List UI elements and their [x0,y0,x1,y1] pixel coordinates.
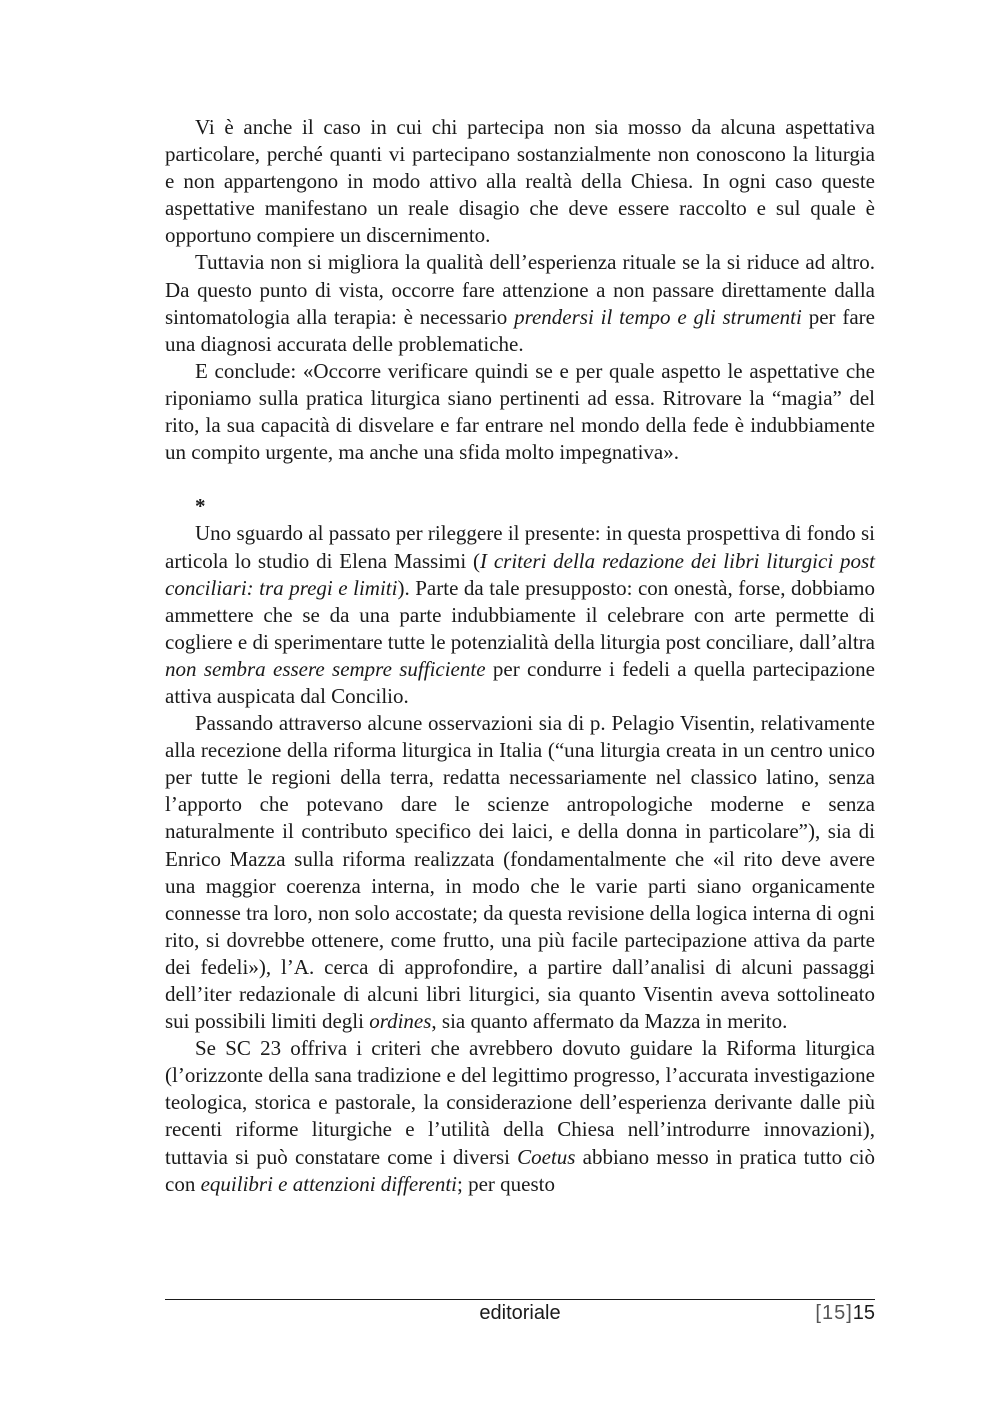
book-title: I criteri della redazione dei libri liturgici post conciliari: tra pregi e limiti [165,548,875,600]
paragraph-4: Uno sguardo al passato per rileggere il presente: in questa prospettiva di fondo si articola lo studio di Elena Massimi (I criteri della redazione dei libri liturgici post conciliari: tra pregi e limiti). Parte da tale presupposto: con onestà, forse, dobbiamo ammettere che se da una parte indubbiamente il celebrare con arte permette di cogliere e di sperimentare tutte le potenzialità della liturgia post conciliare, dall’altra non sembra essere sempre sufficiente per condurre i fedeli a quella partecipazione attiva auspicata dal Concilio. [165,521,876,708]
emphasis: equilibri e attenzioni differenti [200,1171,458,1196]
spacer [165,466,875,493]
emphasis: prendersi il tempo e gli strumenti [514,304,802,329]
paragraph-3: E conclude: «Occorre verificare quindi se e per quale aspetto le aspettative che riponiamo sulla pratica liturgica siano pertinenti ad essa. Ritrovare la “magia” del rito, la sua capacità di disvelare e far entrare nel mondo della fede è indubbiamente un compito urgente, ma anche una sfida molto impegnativa». [165,358,875,465]
page-number: 15 [852,1302,875,1324]
body-text [165,114,875,1198]
emphasis: Coetus [517,1144,576,1169]
paragraph-1: Vi è anche il caso in cui chi partecipa non sia mosso da alcuna aspettativa particolare, perché quanti vi partecipano sostanzialmente non conoscono la liturgia e non appartengono in modo attivo alla realtà della Chiesa. In ogni caso queste aspettative manifestano un reale disagio che deve essere raccolto e sul quale è opportuno compiere un discernimento. [165,115,875,248]
emphasis: non sembra essere sempre sufficiente [165,656,486,681]
running-footer-section: editoriale [479,1302,561,1324]
emphasis: ordines [369,1009,432,1034]
footer-rule [165,1299,875,1300]
paragraph-2: Tuttavia non si migliora la qualità dell’esperienza rituale se la si riduce ad altro. Da questo punto di vista, occorre fare attenzione a non passare direttamente dalla sintomatologia alla terapia: è necessario prendersi il tempo e gli strumenti per fare una diagnosi accurata delle problematiche. [165,250,875,356]
paragraph-5: Passando attraverso alcune osservazioni sia di p. Pelagio Visentin, relativamente alla recezione della riforma liturgica in Italia (“una liturgia creata in un centro unico per tutte le regioni della terra, redatta necessariamente nel classico latino, senza l’apporto che potevano dare le scienze antropologiche moderne e senza naturalmente il contributo specifico dei laici, e della donna in particolare”), sia di Enrico Mazza sulla riforma realizzata (fondamentalmente che «il rito deve avere una maggior coerenza interna, in modo che le varie parti siano organicamente connesse tra loro, non solo accostate; da questa revisione della logica interna di ogni rito, si dovrebbe ottenere, come frutto, una più facile partecipazione attiva da parte dei fedeli»), l’A. cerca di approfondire, a partire dall’analisi di alcuni passaggi dell’iter redazionale di alcuni libri liturgici, sia quanto Visentin aveva sottolineato sui possibili limiti degli ordines, sia quanto affermato da Mazza in merito. [165,711,875,1034]
page-number-block [815,1302,875,1325]
section-separator: * [195,494,206,519]
page-number-bracketed: [15] [815,1302,853,1324]
paragraph-6: Se SC 23 offriva i criteri che avrebbero dovuto guidare la Riforma liturgica (l’orizzonte della sana tradizione e del legittimo progresso, l’accurata investigazione teologica, storica e pastorale, la considerazione dell’esperienza derivante dalle più recenti riforme liturgiche e l’utilità della Chiesa nell’introdurre innovazioni), tuttavia si può constatare come i diversi Coetus abbiano messo in pratica tutto ciò con equilibri e attenzioni differenti; per questo [165,1036,875,1196]
